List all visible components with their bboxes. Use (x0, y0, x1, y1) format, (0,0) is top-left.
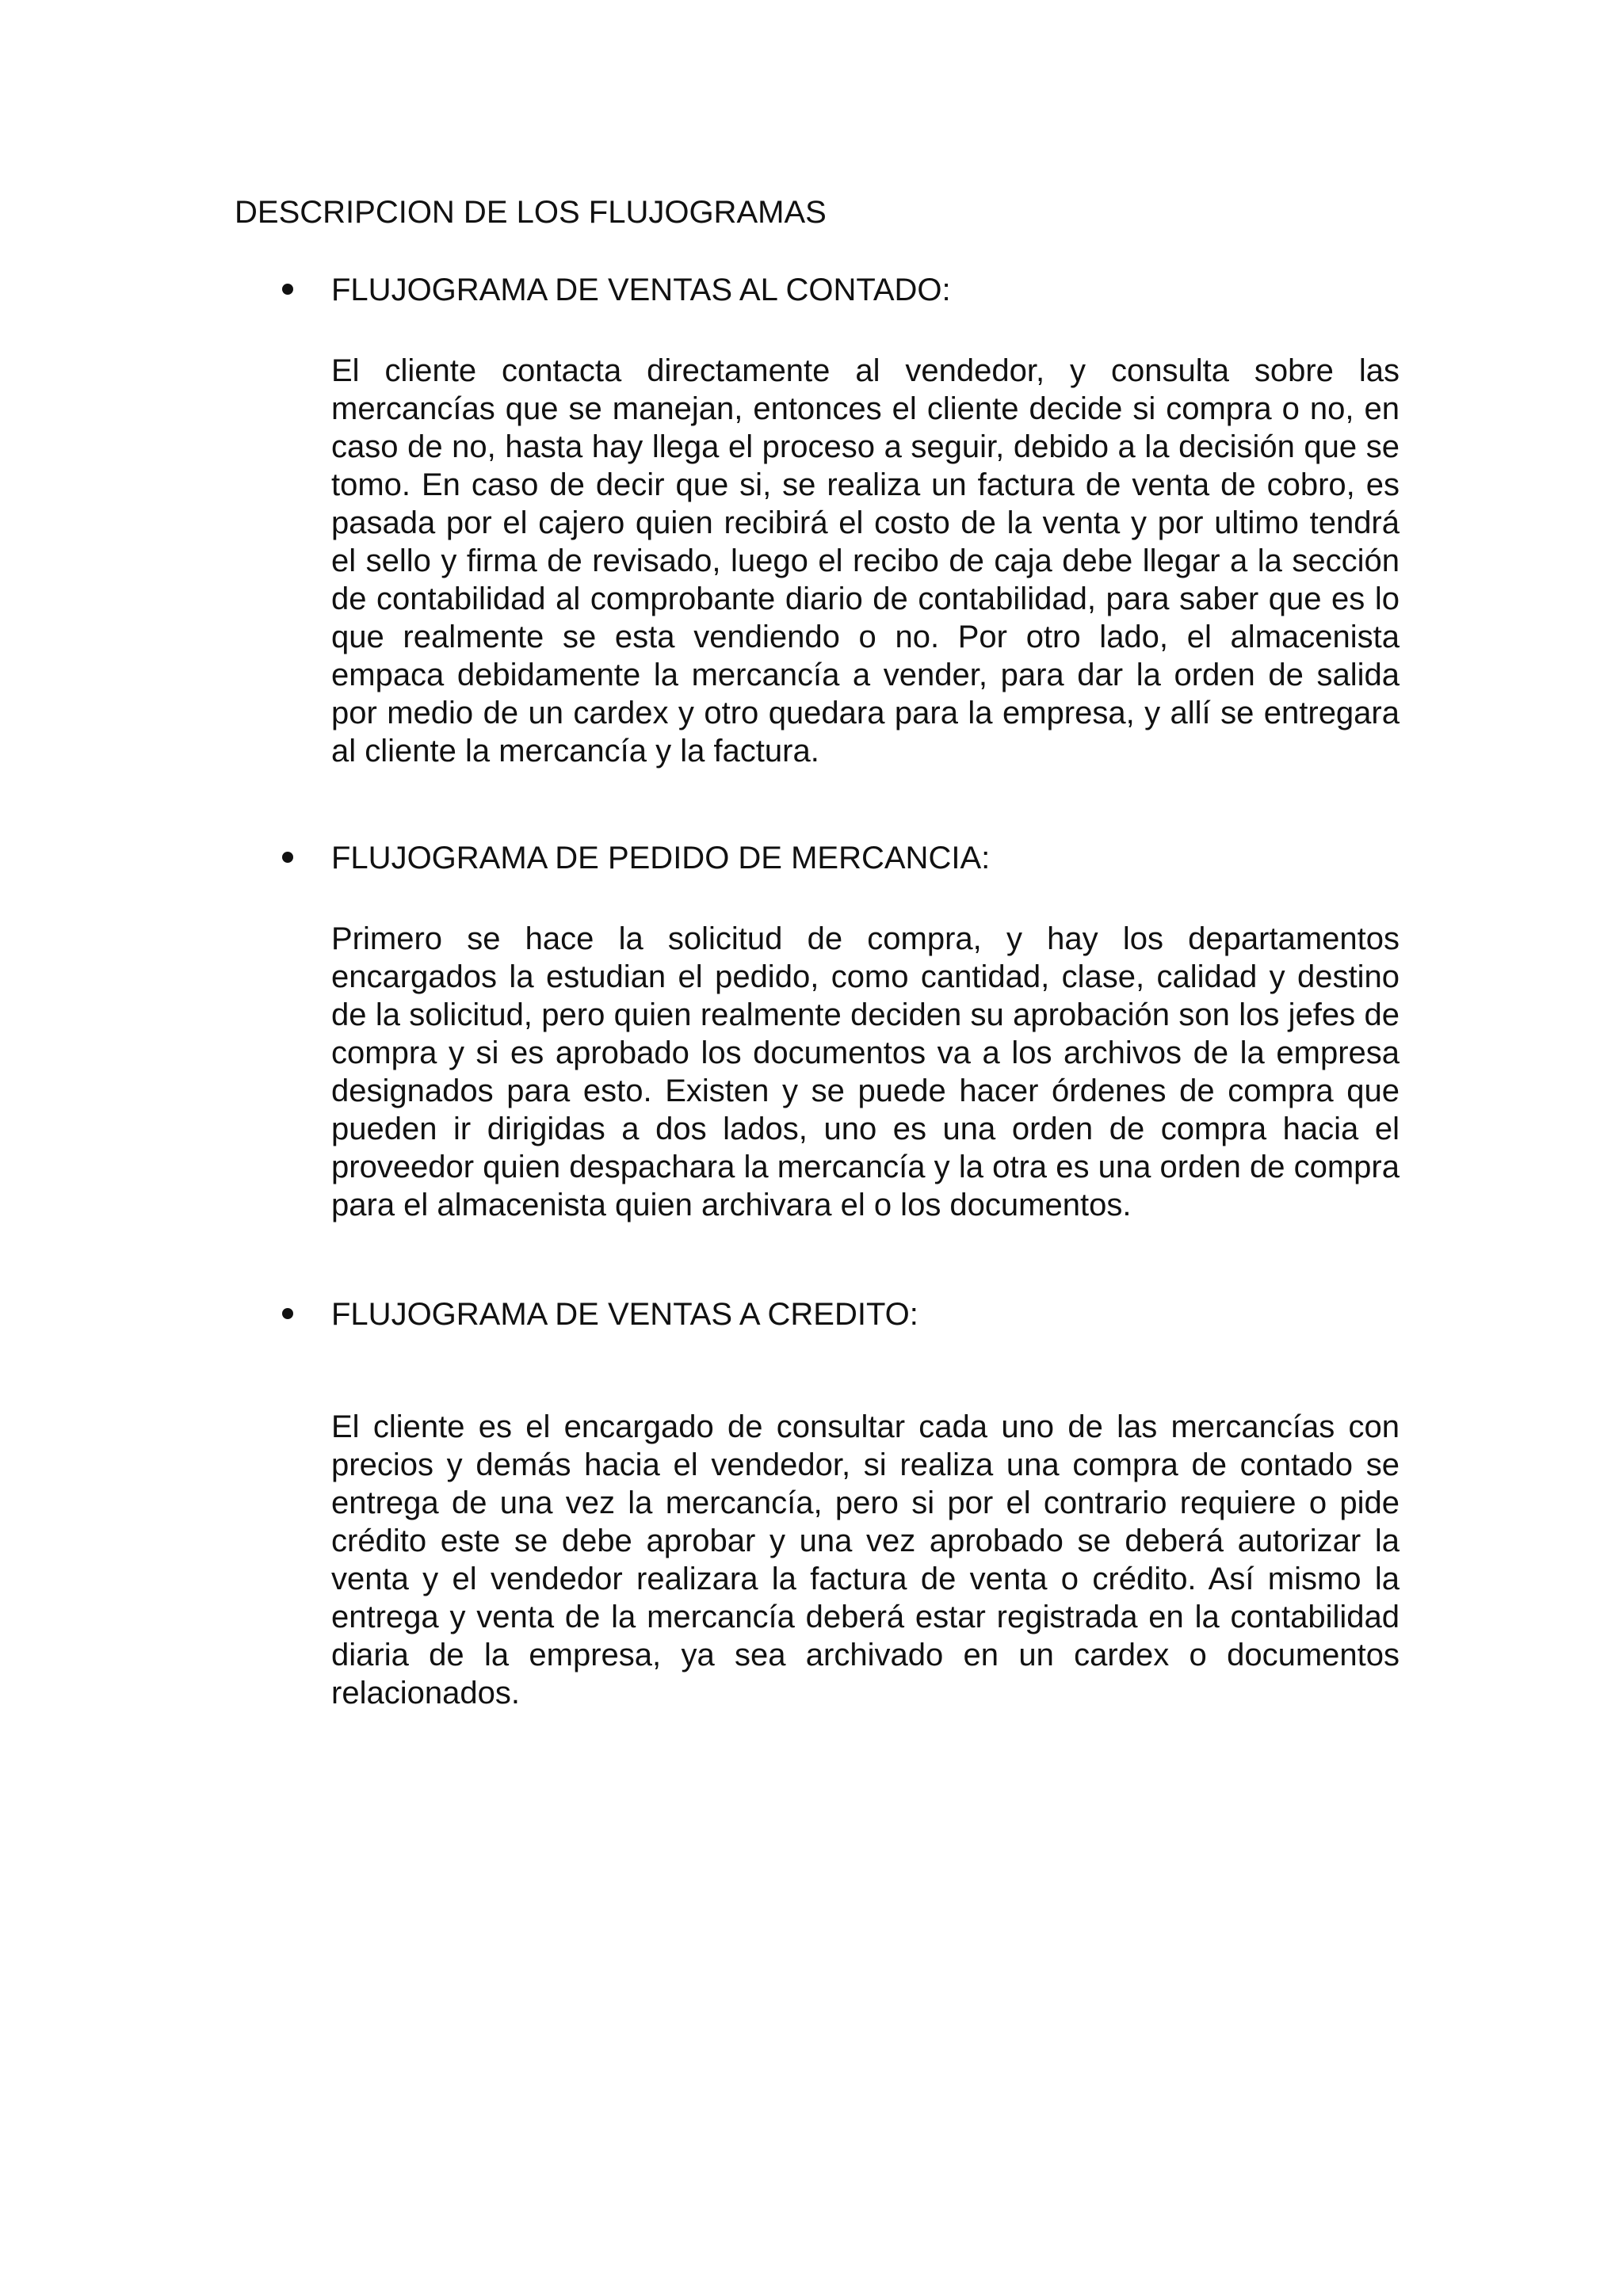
bullet-icon (282, 284, 293, 295)
section-heading-text: FLUJOGRAMA DE VENTAS A CREDITO: (331, 1297, 918, 1332)
section-heading-text: FLUJOGRAMA DE VENTAS AL CONTADO: (331, 273, 951, 307)
section-body: El cliente contacta directamente al vendedor, y consulta sobre las mercancías que se manejan, entonces el cliente decide si compra o no, en caso de no, hasta hay llega el proceso a seguir, debido a la decisión que se tomo. En caso de decir que si, se realiza un factura de venta de cobro, es pasada por el cajero quien recibirá el costo de la venta y por ultimo tendrá el sello y firma de revisado, luego el recibo de caja debe llegar a la sección de contabilidad al comprobante diario de contabilidad, para saber que es lo que realmente se esta vendiendo o no. Por otro lado, el almacenista empaca debidamente la mercancía a vender, para dar la orden de salida por medio de un cardex y otro quedara para la empresa, y allí se entregara al cliente la mercancía y la factura. (331, 353, 1400, 769)
document-title: DESCRIPCION DE LOS FLUJOGRAMAS (235, 195, 827, 230)
bullet-icon (282, 852, 293, 863)
section-ventas-credito (282, 1292, 1400, 1712)
section-pedido-mercancia (282, 836, 1400, 1224)
section-heading (282, 268, 1400, 312)
section-heading-text: FLUJOGRAMA DE PEDIDO DE MERCANCIA: (331, 841, 991, 875)
section-heading (282, 836, 1400, 880)
section-heading (282, 1292, 1400, 1337)
section-ventas-contado (282, 268, 1400, 770)
section-body: Primero se hace la solicitud de compra, y hay los departamentos encargados la estudian el pedido, como cantidad, clase, calidad y destino de la solicitud, pero quien realmente deciden su aprobación son los jefes de compra y si es aprobado los documentos va a los archivos de la empresa designados para esto. Existen y se puede hacer órdenes de compra que pueden ir dirigidas a dos lados, uno es una orden de compra hacia el proveedor quien despachara la mercancía y la otra es una orden de compra para el almacenista quien archivara el o los documentos. (331, 921, 1400, 1222)
section-body: El cliente es el encargado de consultar cada uno de las mercancías con precios y demás hacia el vendedor, si realiza una compra de contado se entrega de una vez la mercancía, pero si por el contrario requiere o pide crédito este se debe aprobar y una vez aprobado se deberá autorizar la venta y el vendedor realizara la factura de venta o crédito. Así mismo la entrega y venta de la mercancía deberá estar registrada en la contabilidad diaria de la empresa, ya sea archivado en un cardex o documentos relacionados. (331, 1409, 1400, 1711)
bullet-icon (282, 1308, 293, 1319)
